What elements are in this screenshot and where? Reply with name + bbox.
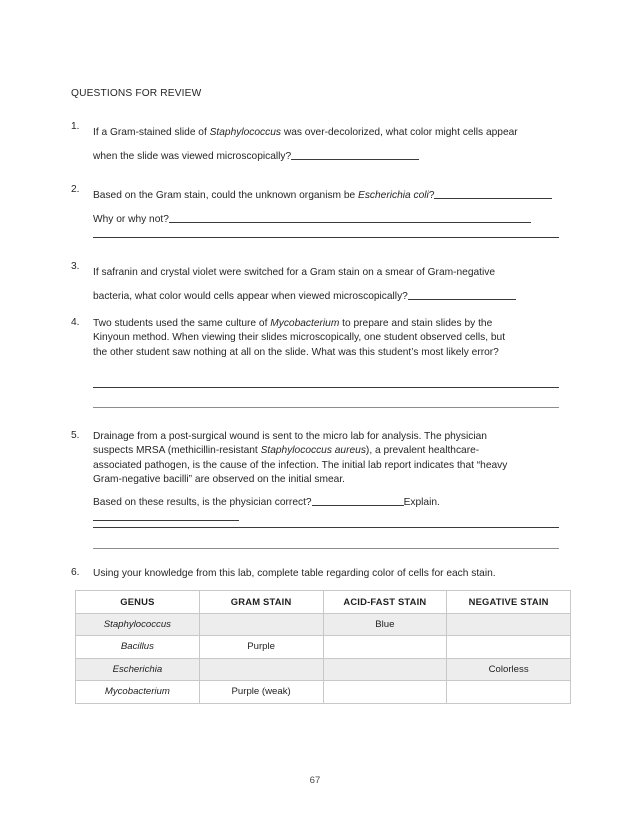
question-1-text-c: when the slide was viewed microscopically? xyxy=(93,151,292,162)
cell-acid-fast-stain[interactable] xyxy=(323,681,447,704)
question-5-body xyxy=(93,430,563,525)
cell-negative-stain[interactable] xyxy=(447,636,571,659)
question-5-answer-rule-1[interactable] xyxy=(93,527,559,528)
cell-gram-stain[interactable]: Purple (weak) xyxy=(199,681,323,704)
question-2-number: 2. xyxy=(71,184,80,195)
cell-negative-stain[interactable] xyxy=(447,613,571,636)
question-5-answer-rule-2[interactable] xyxy=(93,548,559,549)
cell-genus: Bacillus xyxy=(76,636,200,659)
question-4-text-a: Two students used the same culture of xyxy=(93,318,271,329)
table-row xyxy=(76,658,571,681)
stain-results-table xyxy=(75,590,571,704)
question-5-text-a: suspects MRSA (methicillin-resistant xyxy=(93,445,261,457)
cell-negative-stain[interactable] xyxy=(447,681,571,704)
question-6-number: 6. xyxy=(71,567,80,578)
question-2-answer-rule-1[interactable] xyxy=(93,237,559,238)
column-header-gram-stain: GRAM STAIN xyxy=(199,591,323,614)
question-5-text-c: Based on these results, is the physician correct? xyxy=(93,496,312,508)
question-3-line-2 xyxy=(93,285,563,309)
cell-gram-stain[interactable] xyxy=(199,658,323,681)
page-number: 67 xyxy=(309,775,321,786)
question-3-number: 3. xyxy=(71,261,80,272)
question-5-explain-blank[interactable] xyxy=(93,510,239,521)
column-header-acid-fast-stain: ACID-FAST STAIN xyxy=(323,591,447,614)
question-2-line-2 xyxy=(93,208,563,232)
cell-genus: Staphylococcus xyxy=(76,613,200,636)
cell-acid-fast-stain[interactable] xyxy=(323,636,447,659)
question-1-line-2 xyxy=(93,145,563,169)
question-4-answer-rule-1[interactable] xyxy=(93,387,559,388)
question-5-correct-blank[interactable] xyxy=(312,495,404,506)
question-3-body xyxy=(93,261,563,309)
cell-acid-fast-stain[interactable]: Blue xyxy=(323,613,447,636)
table-row xyxy=(76,636,571,659)
question-5-line-1: Drainage from a post-surgical wound is sent to the micro lab for analysis. The physician xyxy=(93,431,487,442)
question-2-reason-blank[interactable] xyxy=(169,212,531,223)
question-5 xyxy=(71,430,563,525)
question-5-text-d: Explain. xyxy=(403,496,440,508)
question-1-genus-italic: Staphylococcus xyxy=(209,127,281,138)
question-4-line-1 xyxy=(93,317,563,331)
table-header-row xyxy=(76,591,571,614)
question-3-text-b: bacteria, what color would cells appear when viewed microscopically? xyxy=(93,291,408,302)
question-2-text-c: Why or why not? xyxy=(93,214,169,225)
question-5-line-5 xyxy=(93,495,563,526)
question-1-text-a: If a Gram-stained slide of xyxy=(93,127,210,138)
question-4-body xyxy=(93,317,563,360)
question-1-line-1 xyxy=(93,121,563,145)
question-3-line-1: If safranin and crystal violet were switched for a Gram stain on a smear of Gram-negative xyxy=(93,267,496,278)
cell-gram-stain[interactable]: Purple xyxy=(199,636,323,659)
cell-genus: Escherichia xyxy=(76,658,200,681)
question-5-species-italic: Staphylococcus aureus xyxy=(260,445,366,457)
question-1-answer-blank[interactable] xyxy=(291,149,419,160)
cell-genus: Mycobacterium xyxy=(76,681,200,704)
question-4-genus-italic: Mycobacterium xyxy=(270,318,340,329)
question-6 xyxy=(71,567,563,581)
question-5-text-b: ), a prevalent healthcare- xyxy=(365,445,480,457)
question-1 xyxy=(71,121,563,169)
question-2-species-italic: Escherichia coli xyxy=(358,190,429,201)
question-1-body xyxy=(93,121,563,169)
cell-gram-stain[interactable] xyxy=(199,613,323,636)
question-1-text-b: was over-decolorized, what color might cells appear xyxy=(281,127,518,138)
cell-negative-stain[interactable]: Colorless xyxy=(447,658,571,681)
question-2-text-a: Based on the Gram stain, could the unknown organism be xyxy=(93,190,359,201)
question-4-line-3: the other student saw nothing at all on the slide. What was this student’s most likely error? xyxy=(93,346,499,358)
table-row xyxy=(76,681,571,704)
cell-acid-fast-stain[interactable] xyxy=(323,658,447,681)
question-2-answer-blank[interactable] xyxy=(434,188,552,199)
question-6-line-1: Using your knowledge from this lab, complete table regarding color of cells for each stain. xyxy=(93,568,496,579)
question-5-spacer xyxy=(93,488,563,495)
question-4-number: 4. xyxy=(71,317,80,328)
question-5-line-3: associated pathogen, is the cause of the infection. The initial lab report indicates that “heavy xyxy=(93,459,508,471)
question-3-answer-blank[interactable] xyxy=(408,289,516,300)
question-4-line-2: Kinyoun method. When viewing their slides microscopically, one student observed cells, but xyxy=(93,332,506,344)
question-5-line-4: Gram-negative bacilli” are observed on the initial smear. xyxy=(93,474,345,486)
question-4-text-b: to prepare and stain slides by the xyxy=(339,318,493,329)
question-6-body xyxy=(93,567,563,581)
question-1-number: 1. xyxy=(71,121,80,132)
question-4 xyxy=(71,317,563,360)
column-header-negative-stain: NEGATIVE STAIN xyxy=(447,591,571,614)
question-2-text-b: ? xyxy=(428,190,435,201)
question-2-line-1 xyxy=(93,184,563,208)
column-header-genus: GENUS xyxy=(76,591,200,614)
question-2 xyxy=(71,184,563,232)
table-row xyxy=(76,613,571,636)
question-3 xyxy=(71,261,563,309)
page-title: QUESTIONS FOR REVIEW xyxy=(71,88,202,99)
question-4-answer-rule-2[interactable] xyxy=(93,407,559,408)
question-5-line-2 xyxy=(93,444,563,458)
question-2-body xyxy=(93,184,563,232)
question-5-number: 5. xyxy=(71,430,80,441)
